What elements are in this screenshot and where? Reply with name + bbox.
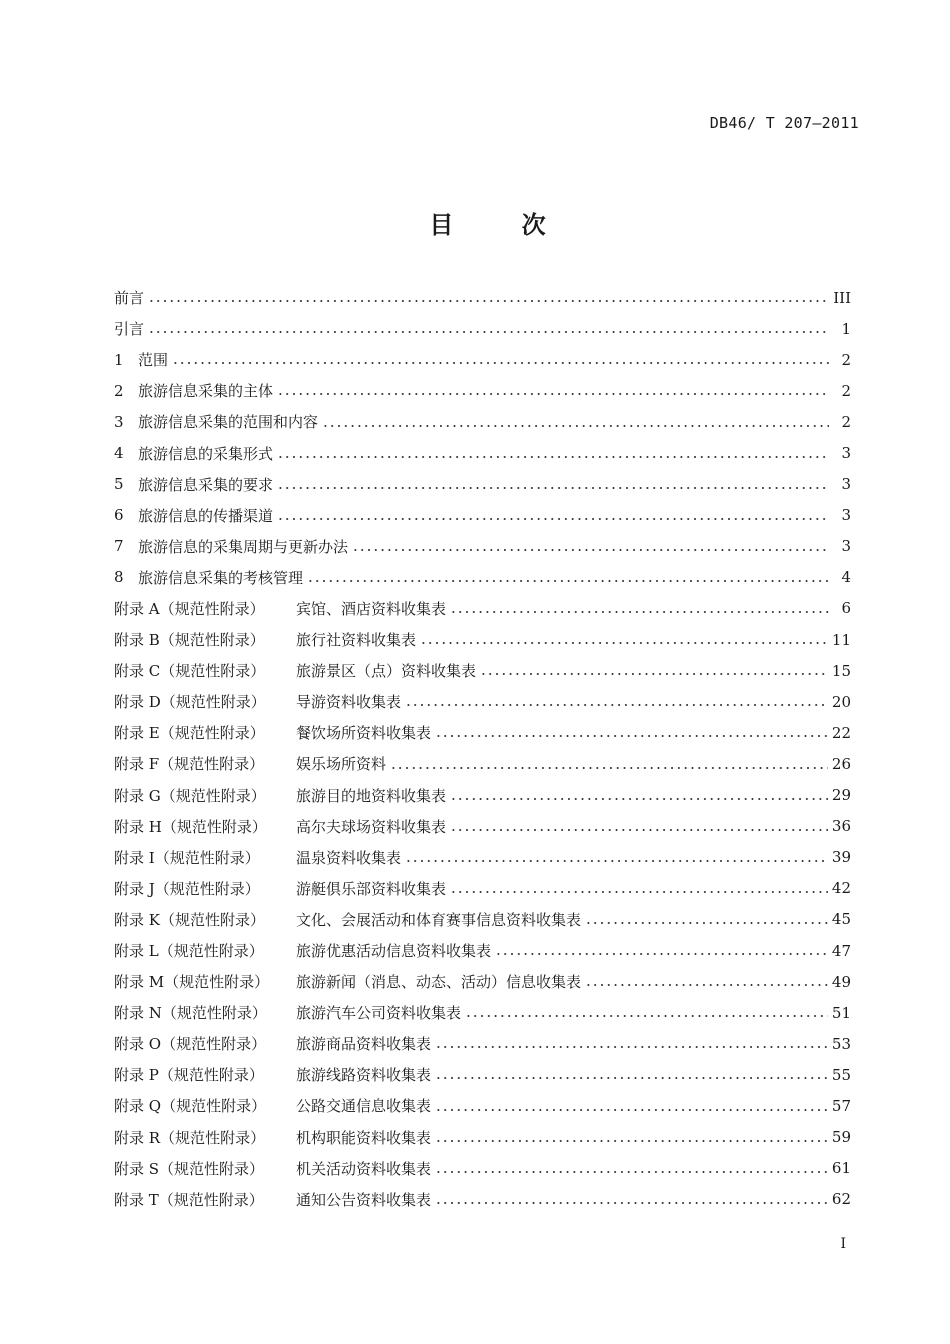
toc-entry-appendix: 附录 O（规范性附录）: [114, 1035, 267, 1054]
toc-dot-leader: [435, 731, 828, 741]
toc-entry-page: 29: [831, 786, 851, 805]
toc-entry-label: 旅游信息的采集周期与更新办法: [138, 537, 349, 556]
toc-entry[interactable]: [114, 780, 851, 811]
toc-entry[interactable]: [114, 997, 851, 1028]
toc-dot-leader: [435, 1135, 828, 1145]
table-of-contents: [114, 282, 851, 1215]
toc-entry[interactable]: [114, 873, 851, 904]
toc-entry-label: 旅游目的地资料收集表: [296, 786, 447, 805]
toc-entry-page: 57: [831, 1096, 851, 1115]
toc-entry[interactable]: [114, 1184, 851, 1215]
toc-entry[interactable]: [114, 655, 851, 686]
toc-entry[interactable]: [114, 748, 851, 779]
toc-entry-label: 温泉资料收集表: [296, 848, 402, 867]
toc-dot-leader: [277, 513, 829, 523]
toc-entry-page: 11: [831, 630, 851, 649]
toc-entry-label: 旅游优惠活动信息资料收集表: [296, 942, 492, 961]
toc-dot-leader: [435, 1197, 828, 1207]
toc-dot-leader: [585, 980, 828, 990]
toc-entry-label: 机关活动资料收集表: [296, 1159, 432, 1178]
toc-dot-leader: [405, 700, 828, 710]
toc-entry[interactable]: [114, 1090, 851, 1121]
toc-dot-leader: [420, 638, 828, 648]
toc-entry[interactable]: [114, 811, 851, 842]
toc-entry-label: 导游资料收集表: [296, 693, 402, 712]
toc-dot-leader: [450, 793, 828, 803]
toc-entry-label: 旅游信息采集的范围和内容: [138, 413, 319, 432]
toc-entry-number: 4: [114, 444, 124, 463]
toc-dot-leader: [435, 1166, 828, 1176]
toc-entry-page: 2: [841, 412, 851, 431]
toc-dot-leader: [450, 824, 828, 834]
toc-entry-page: 45: [831, 910, 851, 929]
toc-entry[interactable]: [114, 562, 851, 593]
toc-entry-label: 旅游商品资料收集表: [296, 1035, 432, 1054]
toc-dot-leader: [450, 886, 828, 896]
toc-entry-page: 59: [831, 1128, 851, 1147]
toc-entry-appendix: 附录 B（规范性附录）: [114, 631, 265, 650]
toc-entry-page: 22: [831, 723, 851, 742]
toc-entry[interactable]: [114, 313, 851, 344]
toc-entry[interactable]: [114, 966, 851, 997]
toc-entry-page: 53: [831, 1034, 851, 1053]
toc-entry-appendix: 附录 S（规范性附录）: [114, 1159, 265, 1178]
toc-entry-appendix: 附录 A（规范性附录）: [114, 599, 265, 618]
toc-entry-label: 旅游新闻（消息、动态、活动）信息收集表: [296, 973, 582, 992]
toc-entry-appendix: 附录 K（规范性附录）: [114, 910, 265, 929]
toc-entry-page: 1: [841, 319, 851, 338]
toc-dot-leader: [435, 1104, 828, 1114]
toc-entry-number: 7: [114, 537, 124, 556]
toc-entry[interactable]: [114, 935, 851, 966]
toc-entry-label: 游艇俱乐部资料收集表: [296, 879, 447, 898]
toc-dot-leader: [148, 327, 829, 337]
toc-entry-label: 文化、会展活动和体育赛事信息资料收集表: [296, 910, 582, 929]
toc-dot-leader: [465, 1011, 828, 1021]
toc-dot-leader: [148, 296, 829, 306]
toc-entry-page: 62: [831, 1190, 851, 1209]
toc-entry-appendix: 附录 C（规范性附录）: [114, 662, 266, 681]
toc-entry-page: 20: [831, 692, 851, 711]
toc-dot-leader: [352, 544, 829, 554]
toc-entry-page: 26: [831, 754, 851, 773]
toc-entry-page: III: [833, 288, 851, 307]
toc-entry-label: 旅行社资料收集表: [296, 631, 417, 650]
toc-entry-appendix: 附录 E（规范性附录）: [114, 724, 265, 743]
toc-entry-appendix: 附录 G（规范性附录）: [114, 786, 266, 805]
toc-dot-leader: [435, 1042, 828, 1052]
toc-entry-appendix: 附录 P（规范性附录）: [114, 1066, 264, 1085]
toc-entry-page: 3: [841, 506, 851, 525]
toc-dot-leader: [277, 451, 829, 461]
toc-entry-appendix: 附录 L（规范性附录）: [114, 942, 264, 961]
toc-dot-leader: [277, 482, 829, 492]
toc-dot-leader: [390, 762, 828, 772]
toc-entry-label: 旅游景区（点）资料收集表: [296, 662, 477, 681]
toc-dot-leader: [172, 358, 829, 368]
toc-entry-label: 旅游信息采集的主体: [138, 382, 274, 401]
toc-entry-page: 4: [841, 568, 851, 587]
toc-entry-label: 范围: [138, 351, 169, 370]
toc-entry-label: 宾馆、酒店资料收集表: [296, 599, 447, 618]
toc-entry-appendix: 附录 T（规范性附录）: [114, 1190, 264, 1209]
toc-entry[interactable]: [114, 500, 851, 531]
toc-entry-page: 49: [831, 972, 851, 991]
toc-entry-page: 3: [841, 475, 851, 494]
toc-entry[interactable]: [114, 1122, 851, 1153]
toc-entry-page: 39: [831, 848, 851, 867]
toc-entry[interactable]: [114, 437, 851, 468]
toc-entry-page: 42: [831, 879, 851, 898]
toc-entry-label: 餐饮场所资料收集表: [296, 724, 432, 743]
toc-entry-page: 2: [841, 350, 851, 369]
toc-entry[interactable]: [114, 282, 851, 313]
toc-entry-label: 旅游信息采集的要求: [138, 475, 274, 494]
toc-entry[interactable]: [114, 904, 851, 935]
toc-entry-number: 6: [114, 506, 124, 525]
toc-entry[interactable]: [114, 1028, 851, 1059]
toc-dot-leader: [585, 917, 828, 927]
toc-entry-page: 6: [841, 599, 851, 618]
toc-dot-leader: [450, 606, 829, 616]
toc-entry-appendix: 附录 R（规范性附录）: [114, 1128, 266, 1147]
toc-entry-page: 47: [831, 941, 851, 960]
toc-entry-page: 51: [831, 1003, 851, 1022]
toc-entry-number: 2: [114, 381, 124, 400]
toc-entry-label: 旅游信息的传播渠道: [138, 506, 274, 525]
toc-entry-number: 8: [114, 568, 124, 587]
toc-entry-label: 旅游汽车公司资料收集表: [296, 1004, 462, 1023]
page-title: 目 次: [429, 211, 546, 239]
toc-dot-leader: [307, 575, 829, 585]
toc-entry-label: 通知公告资料收集表: [296, 1190, 432, 1209]
document-code: DB46/ T 207—2011: [709, 114, 859, 132]
toc-dot-leader: [322, 420, 829, 430]
toc-entry-label: 旅游信息的采集形式: [138, 444, 274, 463]
toc-entry-page: 55: [831, 1065, 851, 1084]
toc-dot-leader: [435, 1073, 828, 1083]
toc-entry[interactable]: [114, 531, 851, 562]
toc-entry[interactable]: [114, 717, 851, 748]
toc-entry[interactable]: [114, 842, 851, 873]
toc-entry-label: 机构职能资料收集表: [296, 1128, 432, 1147]
toc-dot-leader: [480, 669, 828, 679]
toc-entry-page: 2: [841, 381, 851, 400]
toc-entry-label: 高尔夫球场资料收集表: [296, 817, 447, 836]
toc-entry-label: 公路交通信息收集表: [296, 1097, 432, 1116]
page-number: I: [840, 1236, 846, 1252]
toc-entry[interactable]: [114, 624, 851, 655]
toc-entry[interactable]: [114, 469, 851, 500]
toc-entry-page: 36: [831, 817, 851, 836]
toc-entry-number: 3: [114, 412, 124, 431]
toc-entry-label: 旅游信息采集的考核管理: [138, 568, 304, 587]
toc-dot-leader: [495, 949, 828, 959]
toc-entry-appendix: 附录 J（规范性附录）: [114, 879, 260, 898]
toc-entry-appendix: 附录 I（规范性附录）: [114, 848, 260, 867]
toc-entry-appendix: 附录 H（规范性附录）: [114, 817, 267, 836]
toc-entry-appendix: 附录 D（规范性附录）: [114, 693, 266, 712]
toc-entry-label: 旅游线路资料收集表: [296, 1066, 432, 1085]
toc-entry-label: 引言: [114, 320, 145, 339]
toc-entry-appendix: 附录 N（规范性附录）: [114, 1004, 267, 1023]
toc-entry[interactable]: [114, 1153, 851, 1184]
toc-entry[interactable]: [114, 344, 851, 375]
toc-entry-appendix: 附录 M（规范性附录）: [114, 973, 270, 992]
toc-entry[interactable]: [114, 593, 851, 624]
toc-entry-appendix: 附录 Q（规范性附录）: [114, 1097, 267, 1116]
toc-entry[interactable]: [114, 375, 851, 406]
toc-entry-appendix: 附录 F（规范性附录）: [114, 755, 265, 774]
toc-entry-number: 1: [114, 350, 124, 369]
toc-entry-number: 5: [114, 475, 124, 494]
toc-entry-label: 前言: [114, 289, 145, 308]
toc-entry-page: 3: [841, 537, 851, 556]
toc-dot-leader: [405, 855, 828, 865]
toc-entry[interactable]: [114, 1059, 851, 1090]
toc-entry[interactable]: [114, 686, 851, 717]
toc-entry-page: 61: [831, 1159, 851, 1178]
toc-entry-page: 15: [831, 661, 851, 680]
toc-entry-page: 3: [841, 444, 851, 463]
toc-entry-label: 娱乐场所资料: [296, 755, 387, 774]
toc-dot-leader: [277, 389, 829, 399]
toc-entry[interactable]: [114, 406, 851, 437]
